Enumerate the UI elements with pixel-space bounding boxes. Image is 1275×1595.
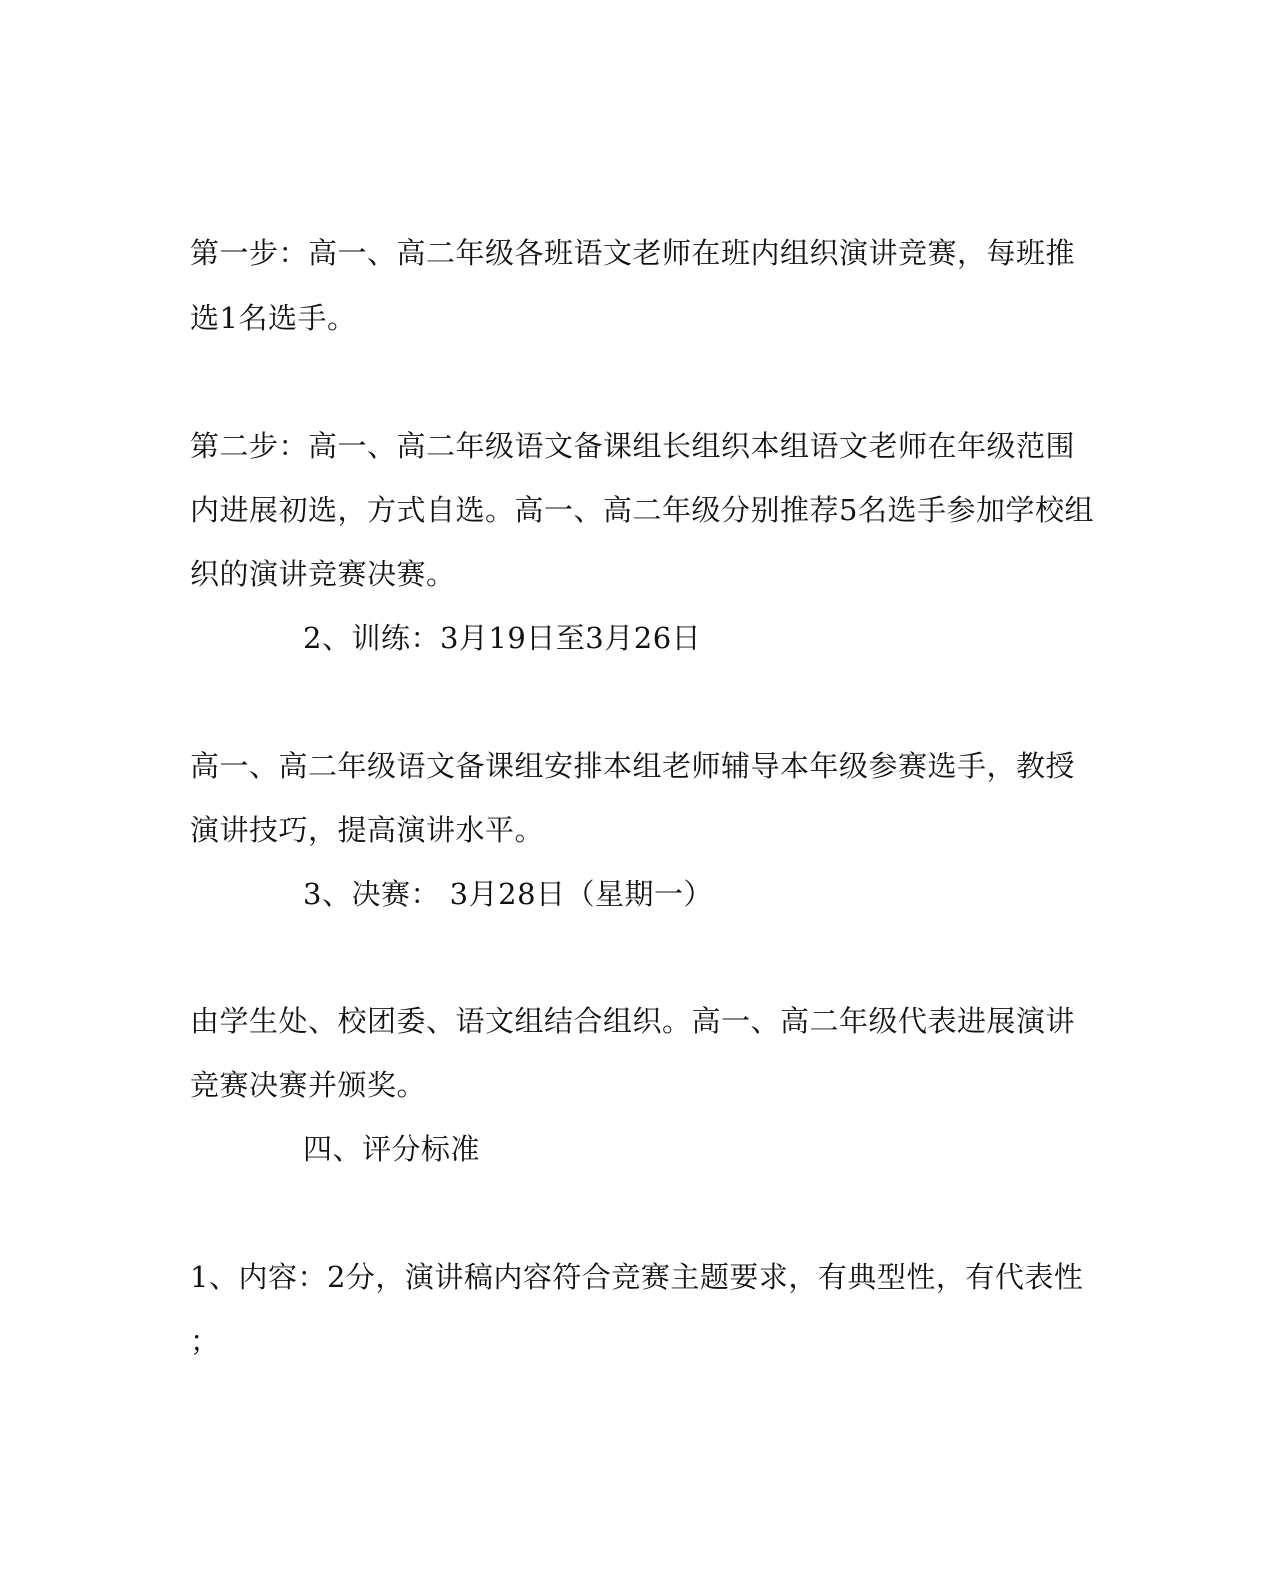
training-line-2: 演讲技巧，提高演讲水平。: [190, 813, 545, 847]
step2-line-1: 第二步：高一、高二年级语文备课组长组织本组语文老师在年级范围: [190, 429, 1076, 463]
training-line-1: 高一、高二年级语文备课组安排本组老师辅导本年级参赛选手，教授: [190, 749, 1076, 783]
final-heading: 3、决赛： 3月28日（星期一）: [303, 877, 714, 911]
step1-line-2: 选1名选手。: [190, 301, 357, 335]
scoring-line-1: 1、内容：2分，演讲稿内容符合竞赛主题要求，有典型性，有代表性: [190, 1260, 1084, 1294]
step2-line-3: 织的演讲竞赛决赛。: [190, 557, 456, 591]
final-line-1: 由学生处、校团委、语文组结合组织。高一、高二年级代表进展演讲: [190, 1004, 1076, 1038]
step2-line-2: 内进展初选，方式自选。高一、高二年级分别推荐5名选手参加学校组: [190, 493, 1094, 527]
training-heading: 2、训练：3月19日至3月26日: [303, 621, 702, 655]
final-line-2: 竞赛决赛并颁奖。: [190, 1068, 427, 1102]
step1-line-1: 第一步：高一、高二年级各班语文老师在班内组织演讲竞赛，每班推: [190, 236, 1076, 270]
scoring-line-2: ；: [190, 1324, 220, 1358]
scoring-heading: 四、评分标准: [303, 1132, 481, 1166]
